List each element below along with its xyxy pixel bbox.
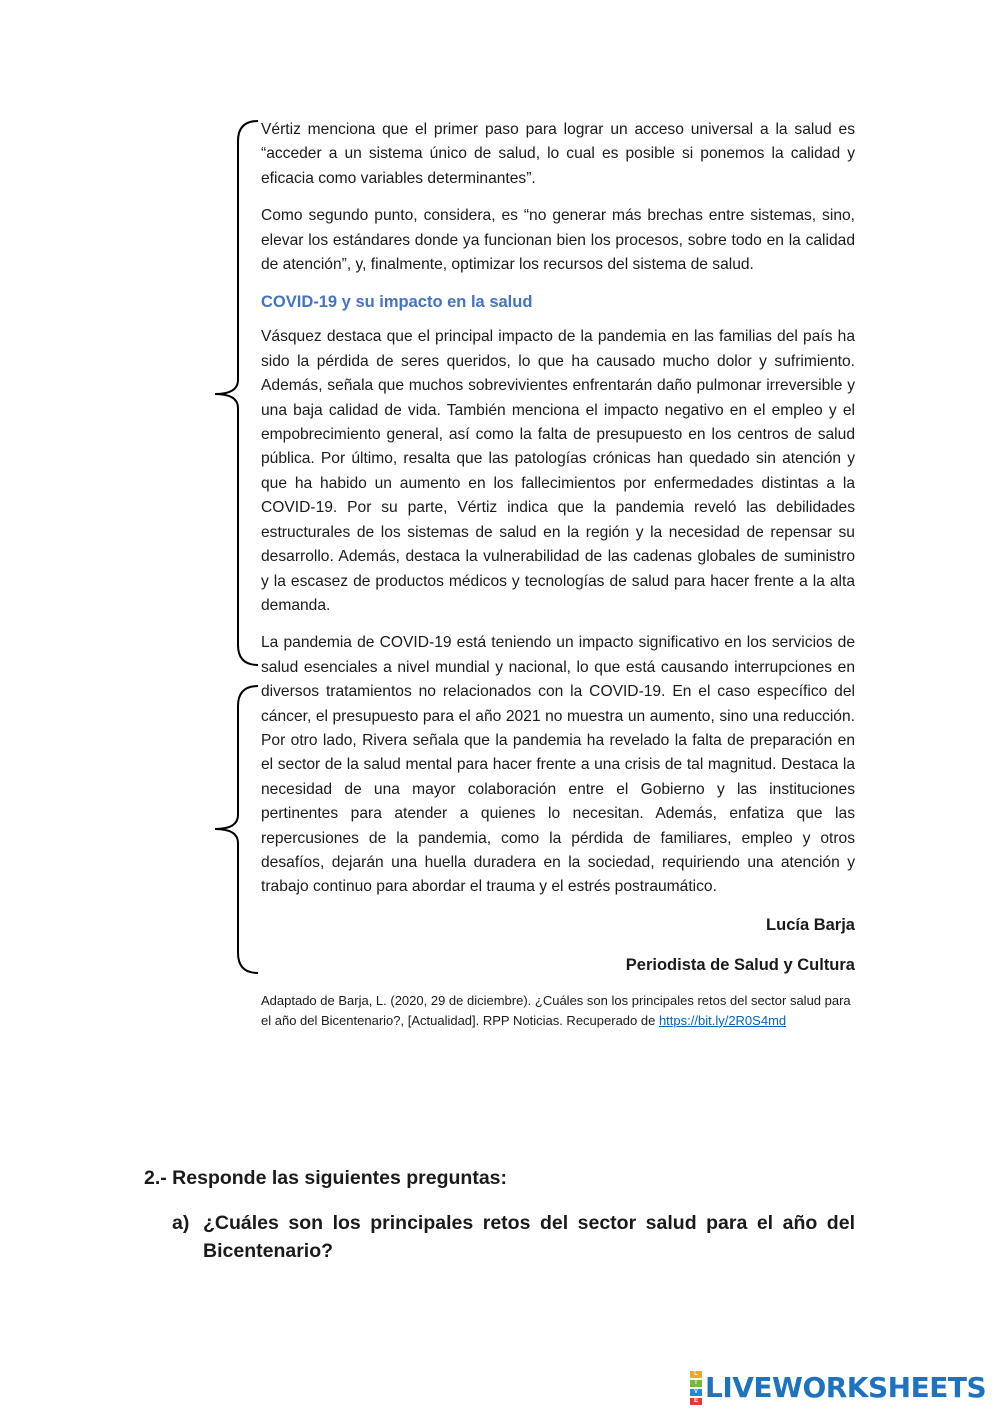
logo-letter-i: I [690, 1380, 702, 1387]
citation-link[interactable]: https://bit.ly/2R0S4md [658, 1012, 787, 1028]
curly-brace-upper [212, 118, 262, 668]
liveworksheets-logo-icon [690, 1370, 702, 1406]
logo-letter-e: E [690, 1398, 702, 1405]
section-heading-covid: COVID-19 y su impacto en la salud [261, 293, 533, 312]
author-role: Periodista de Salud y Cultura [625, 955, 855, 974]
curly-brace-lower [212, 683, 262, 976]
author-name: Lucía Barja [766, 915, 855, 934]
liveworksheets-brand [690, 1373, 986, 1403]
questions-heading: 2.- Responde las siguientes preguntas: [144, 1167, 507, 1189]
citation-text: Adaptado de Barja, L. (2020, 29 de diciembre). ¿Cuáles son los principales retos del sector salud para el año del Bicentenario?, [Actualidad]. RPP Noticias. Recuperado de [261, 992, 851, 1028]
paragraph-essential-services: La pandemia de COVID-19 está teniendo un impacto significativo en los servicios de salud esenciales a nivel mundial y nacional, lo que está causando interrupciones en diversos tratamientos no relacionados con la COVID-19. En el caso específico del cáncer, el presupuesto para el año 2021 no muestra un aumento, sino una reducción. Por otro lado, Rivera señala que la pandemia ha revelado la falta de preparación en el sector de la salud mental para hacer frente a una crisis de tal magnitud. Destaca la necesidad de una mayor colaboración entre el Gobierno y las instituciones pertinentes para atender a quienes lo necesitan. Además, enfatiza que las repercusiones de la pandemia, como la pérdida de familiares, empleo y otros desafíos, dejarán una huella duradera en la sociedad, requiriendo una atención y trabajo continuo para abordar el trauma y el estrés postraumático. [261, 634, 855, 896]
question-text: ¿Cuáles son los principales retos del sector salud para el año del Bicentenario? [203, 1212, 855, 1262]
paragraph-pandemic-impact: Vásquez destaca que el principal impacto de la pandemia en las familias del país ha sido la pérdida de seres queridos, lo que ha causado mucho dolor y sufrimiento. Además, señala que muchos sobrevivientes enfrentarán daño pulmonar irreversible y una baja calidad de vida. También menciona el impacto negativo en el empleo y el empobrecimiento general, así como la falta de presupuesto en los centros de salud pública. Por último, resalta que las patologías crónicas han quedado sin atención y que ha habido un aumento en los fallecimientos por enfermedades distintas a la COVID-19. Por su parte, Vértiz indica que la pandemia reveló las debilidades estructurales de los sistemas de salud en la región y la necesidad de repensar su desarrollo. Además, destaca la vulnerabilidad de las cadenas globales de suministro y la escasez de productos médicos y tecnologías de salud para hacer frente a la alta demanda. [261, 328, 855, 614]
paragraph-second-point: Como segundo punto, considera, es “no generar más brechas entre sistemas, sino, elevar los estándares donde ya funcionan bien los procesos, sobre todo en la calidad de atención”, y, finalmente, optimizar los recursos del sistema de salud. [261, 207, 855, 274]
paragraph-access-universal: Vértiz menciona que el primer paso para lograr un acceso universal a la salud es “acceder a un sistema único de salud, lo cual es posible si ponemos la calidad y eficacia como variables determinantes”. [261, 121, 855, 187]
logo-letter-l: L [690, 1371, 702, 1378]
citation [261, 991, 855, 1031]
brand-name: LIVEWORKSHEETS [705, 1371, 987, 1404]
article-body [261, 118, 855, 1031]
question-item [172, 1209, 855, 1265]
question-marker: a) [172, 1212, 190, 1234]
logo-letter-v: V [690, 1389, 702, 1396]
